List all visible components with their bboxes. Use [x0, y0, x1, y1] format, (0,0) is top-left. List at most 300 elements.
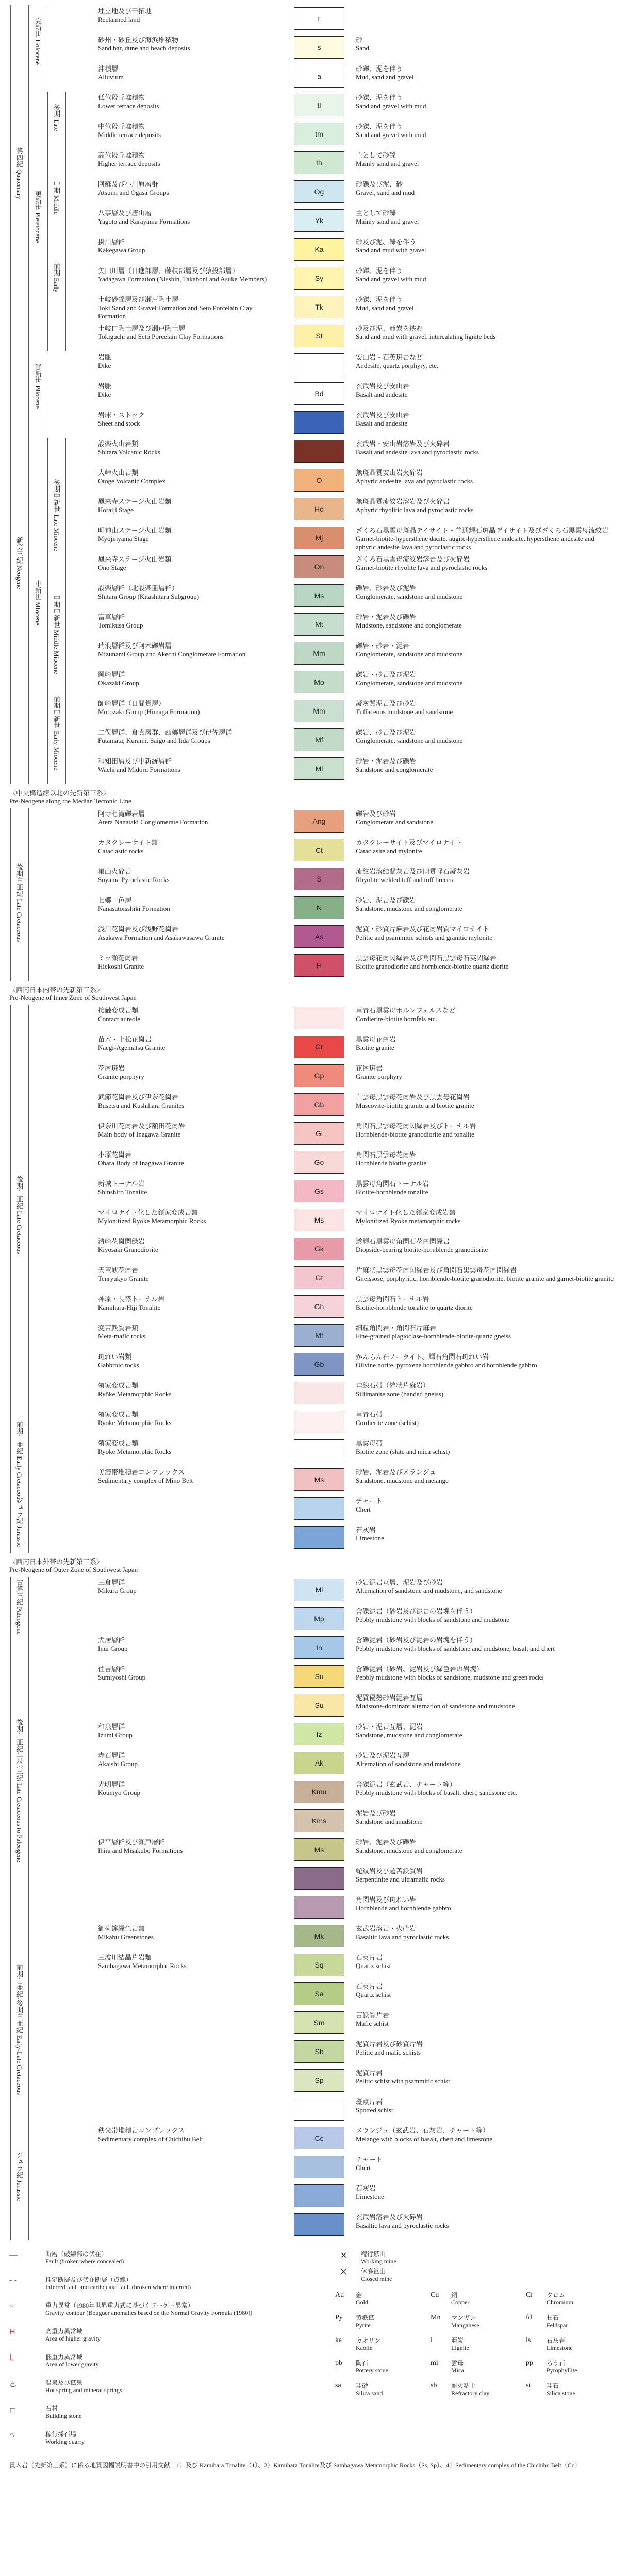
- outer-unit-description: [356, 2069, 614, 2086]
- outer-description-jp: 玄武岩溶岩・火砕岩: [356, 1925, 417, 1933]
- unit-unit-name-jp: 変苦鉄質岩類: [98, 1324, 139, 1332]
- unit-unit-label: [98, 498, 268, 514]
- unit-unit-name-jp: 斑れい岩類: [98, 1353, 132, 1361]
- unit-unit-name-jp: 掛川層群: [98, 238, 125, 246]
- unit-unit-label: [98, 1064, 268, 1081]
- unit-unit-code: Mt: [315, 620, 323, 629]
- unit-description-en: Garnet-biotite-hypersthene dacite, augite-hypersthene andesite, hypersthene andesite and aphyric andesite lava and pyroclastic rocks: [356, 535, 594, 551]
- unit-description-jp: ざくろ石黒雲母流紋岩溶岩及び火砕岩: [356, 555, 470, 563]
- unit-unit-description: [356, 1382, 614, 1398]
- unit-description-jp: 角閃石黒雲母花崗閃緑岩及びトーナル岩: [356, 1122, 476, 1130]
- unit-description-jp: 白雲母黒雲母花崗岩及び黒雲母花崗岩: [356, 1093, 470, 1101]
- unit-description-en: Fine-grained plagioclase-hornblende-biotite-quartz gneiss: [356, 1332, 511, 1340]
- outer-description-en: Spotted schist: [356, 2106, 393, 2114]
- unit-description-jp: 安山岩・石英斑岩など: [356, 353, 423, 361]
- mineral-name: [547, 2314, 568, 2329]
- unit-unit-code: Mm: [313, 707, 325, 715]
- unit-description-jp: 砂礫、泥を伴う: [356, 123, 403, 130]
- unit-unit-description: [356, 757, 614, 774]
- outer-unit-name-jp: 和泉層群: [98, 1723, 125, 1731]
- unit-description-jp: 黒雲母角閃石トーナル岩: [356, 1295, 429, 1303]
- unit-description-en: Mud, sand and gravel: [356, 304, 414, 312]
- unit-description-en: Basalt and andesite lava and pyroclastic rocks: [356, 448, 479, 456]
- unit-unit-label: [98, 868, 268, 884]
- section-median-tectonic-en: Pre-Neogene along the Median Tectonic Line: [9, 797, 131, 805]
- unit-unit-label: [98, 1353, 268, 1369]
- unit-color-swatch: [294, 1439, 344, 1462]
- outer-unit-description: [356, 2098, 614, 2114]
- unit-description-en: Biotite zone (slate and mica schist): [356, 1448, 450, 1455]
- unit-row: [0, 1120, 629, 1149]
- outer-description-jp: 石灰岩: [356, 2184, 376, 2192]
- mineral-name: [547, 2382, 575, 2397]
- unit-unit-name-en: Obara Body of Inagawa Granite: [98, 1159, 184, 1167]
- unit-unit-name-en: Tomikusa Group: [98, 621, 143, 629]
- unit-unit-name-en: Futamata, Kurami, Saigō and Iida Groups: [98, 737, 210, 744]
- outer-color-swatch: [294, 1665, 344, 1688]
- unit-description-en: Sand and mud with gravel, intercalating lignite beds: [356, 333, 496, 341]
- unit-unit-name-jp: 阿蘇及び小川原層群: [98, 180, 159, 188]
- unit-unit-description: [356, 1151, 614, 1167]
- period-inner-early-cretaceous-label: 前期白亜紀 Early Cretaceous: [15, 1421, 23, 1502]
- unit-unit-name-jp: 小原花崗岩: [98, 1151, 132, 1159]
- mineral-symbol: si: [526, 2382, 531, 2389]
- unit-description-en: Conglomerate, sandstone and mudstone: [356, 592, 463, 600]
- outer-description-en: Melange with blocks of basalt, chert and limestone: [356, 2135, 492, 2143]
- outer-description-jp: 泥岩及び砂岩: [356, 1809, 396, 1817]
- mineral-name: [547, 2337, 573, 2351]
- mineral-name-en: Chromium: [547, 2299, 574, 2306]
- outer-unit-label: [98, 1781, 268, 1797]
- unit-unit-label: [98, 728, 268, 745]
- outer-row: [0, 2154, 629, 2182]
- mine-symbol-en: Working mine: [361, 2258, 396, 2265]
- outer-description-jp: 含礫泥岩（砂岩及び泥岩の岩塊を伴う）: [356, 1607, 477, 1615]
- outer-unit-code: Sb: [314, 2047, 324, 2056]
- outer-color-swatch: [294, 2184, 344, 2207]
- unit-color-swatch: [294, 498, 344, 520]
- unit-unit-name-jp: 師崎層群（日間賀層）: [98, 700, 165, 707]
- unit-description-jp: ざくろ石黒雲母斑晶デイサイト・普通輝石斑晶デイサイト及びざくろ石黒雲母流紋岩: [356, 527, 609, 534]
- unit-unit-name-en: Yadagawa Formation (Nisshin, Takaboni and Asuke Members): [98, 275, 267, 283]
- mine-symbol-1: ✕: [340, 2251, 347, 2260]
- outer-unit-label: [98, 1838, 268, 1855]
- unit-unit-name-en: Hiekoshi Granite: [98, 962, 144, 970]
- unit-row: [0, 294, 629, 323]
- unit-description-en: Biotite granite: [356, 1044, 394, 1052]
- unit-unit-description: [356, 267, 614, 283]
- outer-description-en: Pelitic schist with psammitic schist: [356, 2077, 450, 2085]
- unit-description-jp: 黒雲母角閃石トーナル岩: [356, 1180, 429, 1188]
- unit-row: [0, 1149, 629, 1178]
- outer-color-swatch: [294, 1607, 344, 1630]
- unit-row: [0, 1437, 629, 1466]
- unit-unit-name-jp: 土岐砂礫層及び瀬戸陶土層: [98, 296, 179, 303]
- unit-description-jp: 砂礫、泥を伴う: [356, 65, 403, 73]
- outer-row: [0, 2096, 629, 2125]
- unit-description-jp: 礫岩、砂岩及び泥岩: [356, 584, 417, 592]
- unit-unit-name-jp: 七郷一色層: [98, 896, 132, 904]
- mine-symbol-jp: 稼行鉱山: [361, 2250, 386, 2258]
- unit-row: [0, 1524, 629, 1553]
- outer-unit-name-en: Mikabu Greenstones: [98, 1933, 154, 1941]
- outer-unit-label: [98, 1925, 268, 1941]
- unit-unit-label: [98, 527, 268, 543]
- unit-color-swatch: [294, 267, 344, 290]
- outer-unit-description: [356, 1896, 614, 1912]
- unit-color-swatch: [294, 1266, 344, 1289]
- unit-unit-name-jp: 岩脈: [98, 353, 112, 361]
- unit-unit-description: [356, 896, 614, 913]
- outer-color-swatch: [294, 2127, 344, 2149]
- unit-row: [0, 178, 629, 207]
- age-middle-miocene-label: 中期中新世 Middle Miocene: [53, 595, 60, 674]
- unit-unit-label: [98, 7, 268, 24]
- outer-description-en: Chert: [356, 2164, 371, 2172]
- epoch-miocene-label: 中新世 Miocene: [34, 580, 42, 625]
- unit-unit-code: tl: [317, 101, 321, 109]
- unit-unit-name-jp: 二俣層群、倉真層群、西郷層群及び伊佐層群: [98, 728, 233, 736]
- unit-unit-label: [98, 1093, 268, 1110]
- unit-unit-name-jp: 新城トーナル岩: [98, 1180, 145, 1188]
- outer-row: [0, 2038, 629, 2067]
- unit-row: [0, 808, 629, 837]
- unit-unit-name-en: Busetsu and Kushihara Granites: [98, 1101, 185, 1109]
- unit-unit-name-jp: 武節花崗岩及び伊奈花崗岩: [98, 1093, 179, 1101]
- unit-color-swatch: [294, 1382, 344, 1404]
- outer-row: [0, 1663, 629, 1692]
- outer-unit-code: Iz: [316, 1730, 322, 1738]
- mineral-name: [451, 2292, 469, 2306]
- legend-symbol-jp: 石材: [45, 2405, 58, 2412]
- unit-unit-label: [98, 1209, 268, 1225]
- outer-unit-name-en: Inui Group: [98, 1645, 128, 1652]
- unit-description-en: Garnet-biotite rhyolite lava and pyroclastic rocks: [356, 564, 488, 571]
- unit-unit-name-jp: マイロナイト化した領家変成岩類: [98, 1209, 198, 1216]
- unit-color-swatch: [294, 1411, 344, 1433]
- unit-row: [0, 1351, 629, 1380]
- unit-row: [0, 1207, 629, 1235]
- unit-description-en: Aphyric rhyolitic lava and pyroclastic rocks: [356, 506, 474, 514]
- legend-symbol-en: Hot spring and mineral springs: [45, 2386, 122, 2394]
- mineral-name-jp: 亜炭: [451, 2337, 464, 2344]
- legend-symbol-text: [45, 2250, 262, 2265]
- unit-description-jp: 砂礫、泥を伴う: [356, 94, 403, 101]
- mineral-symbol: Cu: [431, 2291, 439, 2299]
- unit-description-jp: 菫青石帯: [356, 1411, 383, 1418]
- unit-unit-code: Mf: [315, 736, 323, 744]
- unit-unit-label: [98, 36, 268, 53]
- outer-unit-description: [356, 1579, 614, 1595]
- mineral-name: [451, 2337, 469, 2351]
- outer-unit-description: [356, 2184, 614, 2201]
- unit-description-jp: 片麻状黒雲母花崗閃緑岩及び角閃石黒雲母花崗閃緑岩: [356, 1266, 517, 1274]
- period-outer-late-cret-paleogene-label: 後期白亜紀-古第三紀 Late Cretaceous to Paleogene: [15, 1719, 23, 1862]
- unit-description-en: Diopside-bearing biotite-hornblende granodiorite: [356, 1246, 488, 1253]
- outer-color-swatch: [294, 1925, 344, 1947]
- unit-unit-code: Ka: [314, 245, 324, 253]
- unit-color-swatch: [294, 1295, 344, 1318]
- period-outer-early-late-cret-label: 前期白亜紀-後期白亜紀 Early-Late Cretaceous: [15, 1964, 23, 2095]
- outer-unit-name-jp: 三倉層群: [98, 1579, 125, 1586]
- outer-unit-code: Ak: [314, 1759, 324, 1767]
- unit-unit-code: S: [317, 875, 322, 883]
- unit-description-en: Olivine norite, pyroxene hornblende gabbro and hornblende gabbro: [356, 1361, 537, 1369]
- unit-unit-name-en: Middle terrace deposits: [98, 131, 161, 139]
- unit-unit-label: [98, 1180, 268, 1196]
- mineral-name-jp: 黄鉄鉱: [356, 2314, 375, 2321]
- legend-symbol-en: Inferred fault and earthquake fault (broken where inferred): [45, 2283, 191, 2291]
- outer-unit-code: Sm: [313, 2019, 325, 2027]
- unit-row: [0, 1178, 629, 1207]
- legend-symbol-text: [45, 2405, 262, 2419]
- unit-row: [0, 1322, 629, 1351]
- mineral-name-jp: 金: [356, 2292, 362, 2299]
- mineral-name-en: Lignite: [451, 2344, 469, 2351]
- unit-row: [0, 1264, 629, 1293]
- unit-color-swatch: [294, 65, 344, 88]
- unit-unit-code: a: [317, 72, 321, 80]
- unit-unit-description: [356, 65, 614, 81]
- mineral-name: [451, 2360, 464, 2374]
- section-median-tectonic-jp: 〈中央構造線以北の先新第三系〉: [9, 789, 110, 797]
- legend-symbol-en: Area of higher gravity: [45, 2335, 101, 2342]
- unit-color-swatch: [294, 671, 344, 693]
- age-middle-pleistocene-label: 中期 Middle: [53, 180, 60, 215]
- unit-unit-description: [356, 209, 614, 226]
- unit-color-swatch: [294, 1007, 344, 1029]
- unit-unit-description: [356, 1180, 614, 1196]
- unit-description-en: Mainly sand and gravel: [356, 160, 419, 167]
- mineral-name: [356, 2314, 374, 2329]
- unit-row: [0, 755, 629, 784]
- outer-unit-label: [98, 1954, 268, 1970]
- unit-description-jp: 無斑晶質安山岩火砕岩: [356, 469, 423, 477]
- unit-color-swatch: [294, 411, 344, 434]
- unit-unit-description: [356, 36, 614, 53]
- period-mtl-late-cretaceous-label: 後期白亜紀 Late Cretaceous: [15, 863, 23, 942]
- unit-description-en: Limestone: [356, 1534, 384, 1542]
- legend-symbol-jp: 低重力異常域: [45, 2353, 83, 2361]
- unit-unit-label: [98, 810, 268, 826]
- unit-unit-name-en: Kiyosaki Granodiorite: [98, 1246, 158, 1253]
- unit-unit-code: Gp: [314, 1072, 324, 1080]
- unit-unit-label: [98, 267, 268, 283]
- unit-unit-code: On: [314, 563, 324, 571]
- unit-row: [0, 923, 629, 952]
- unit-unit-name-jp: 砂州・砂丘及び海浜堆積物: [98, 36, 179, 44]
- unit-unit-name-en: Dike: [98, 391, 111, 398]
- unit-unit-description: [356, 700, 614, 716]
- unit-color-swatch: [294, 151, 344, 174]
- section-outer-zone-en: Pre-Neogene of Outer Zone of Southwest Japan: [9, 1566, 138, 1573]
- unit-unit-name-jp: 領家変成岩類: [98, 1439, 139, 1447]
- outer-unit-code: Kmu: [311, 1788, 327, 1796]
- mineral-name: [547, 2360, 577, 2374]
- outer-description-en: Basaltic lava and pyroclastic rocks: [356, 2222, 449, 2229]
- unit-description-en: Cataclasite and mylonite: [356, 847, 422, 855]
- outer-unit-label: [98, 1665, 268, 1682]
- outer-color-swatch: [294, 1723, 344, 1745]
- legend-symbol-jp: 温泉及び鉱泉: [45, 2379, 83, 2386]
- mineral-name-en: Gold: [356, 2299, 368, 2306]
- unit-row: [0, 409, 629, 438]
- section-outer-zone: [9, 1558, 138, 1573]
- unit-unit-code: Gi: [316, 1129, 323, 1138]
- outer-unit-name-en: Sumiyoshi Group: [98, 1673, 146, 1681]
- unit-unit-description: [356, 325, 614, 341]
- unit-unit-name-en: Atera Nanataki Conglomerate Formation: [98, 818, 208, 826]
- unit-color-swatch: [294, 36, 344, 59]
- unit-description-en: Conglomerate, sandstone and mudstone: [356, 737, 463, 744]
- unit-unit-name-en: Kakegawa Group: [98, 246, 145, 254]
- unit-color-swatch: [294, 1353, 344, 1376]
- unit-description-jp: 砂礫、泥を伴う: [356, 296, 403, 303]
- legend-symbol-en: Area of lower gravity: [45, 2361, 99, 2368]
- mineral-name-en: Kaolin: [356, 2344, 373, 2351]
- outer-row: [0, 1721, 629, 1750]
- unit-color-swatch: [294, 353, 344, 376]
- legend-symbol-8: ⌂: [9, 2431, 14, 2439]
- unit-unit-code: Ml: [315, 765, 323, 773]
- mineral-name-jp: 珪石: [547, 2382, 559, 2389]
- unit-description-en: Mylonitized Ryoke metamorphic rocks: [356, 1217, 461, 1225]
- outer-unit-description: [356, 1809, 614, 1826]
- unit-unit-label: [98, 1266, 268, 1283]
- unit-color-swatch: [294, 440, 344, 463]
- unit-description-jp: かんらん石ノーライト、輝石角閃石斑れい岩: [356, 1353, 489, 1361]
- outer-unit-name-jp: 伊平層群及び瀬戸層群: [98, 1838, 165, 1846]
- unit-description-en: Sand and gravel with mud: [356, 131, 426, 139]
- unit-color-swatch: [294, 642, 344, 665]
- unit-unit-description: [356, 180, 614, 197]
- unit-unit-name-jp: 明神山ステージ火山岩類: [98, 527, 172, 534]
- outer-description-jp: 泥質片岩及び砂質片岩: [356, 2040, 423, 2048]
- outer-unit-code: Su: [314, 1701, 324, 1709]
- unit-unit-name-en: Gabbroic rocks: [98, 1361, 139, 1369]
- unit-unit-label: [98, 613, 268, 630]
- unit-color-swatch: [294, 1209, 344, 1231]
- unit-row: [0, 1062, 629, 1091]
- unit-unit-name-jp: ミッ瀬花崗岩: [98, 954, 138, 962]
- unit-unit-description: [356, 498, 614, 514]
- legend-symbol-2: - -: [9, 2276, 18, 2285]
- mineral-name-jp: カオリン: [356, 2337, 381, 2344]
- unit-color-swatch: [294, 238, 344, 261]
- outer-color-swatch: [294, 2098, 344, 2121]
- outer-description-en: Sandstone, mudstone and conglomerate: [356, 1846, 462, 1854]
- unit-unit-name-en: Granite porphyry: [98, 1073, 144, 1080]
- unit-row: [0, 524, 629, 553]
- period-outer-jurassic-label: ジュラ紀 Jurassic: [15, 2151, 23, 2201]
- unit-row: [0, 149, 629, 178]
- unit-description-en: Aphyric andesite lava and pyroclastic rocks: [356, 477, 473, 485]
- outer-description-jp: 泥質優勢砂岩泥岩互層: [356, 1694, 423, 1702]
- mineral-symbol: pp: [526, 2359, 533, 2367]
- unit-color-swatch: [294, 209, 344, 232]
- unit-unit-name-en: Sheet and stock: [98, 419, 140, 427]
- unit-unit-name-jp: 清崎花崗閃緑岩: [98, 1238, 145, 1245]
- unit-row: [0, 496, 629, 524]
- unit-description-en: Granite porphyry: [356, 1073, 402, 1080]
- unit-unit-name-en: Ryōke Metamorphic Rocks: [98, 1448, 172, 1455]
- unit-unit-label: [98, 555, 268, 572]
- unit-unit-label: [98, 238, 268, 255]
- outer-unit-name-jp: 住吉層群: [98, 1665, 125, 1673]
- outer-unit-code: Sp: [314, 2076, 324, 2084]
- outer-description-en: Alternation of sandstone and mudstone: [356, 1760, 461, 1768]
- unit-color-swatch: [294, 1526, 344, 1549]
- unit-unit-name-jp: 美濃帯堆積岩コンプレックス: [98, 1468, 185, 1476]
- unit-unit-code: Ang: [312, 817, 326, 825]
- outer-unit-name-en: Sambagawa Metamorphic Rocks: [98, 1962, 187, 1970]
- unit-description-jp: 珪線石帯（縞状片麻岩）: [356, 1382, 430, 1389]
- mineral-name-jp: 雲母: [451, 2360, 464, 2367]
- unit-description-en: Cordierite zone (schist): [356, 1419, 419, 1427]
- unit-description-en: Conglomerate and sandstone: [356, 818, 434, 826]
- unit-color-swatch: [294, 1468, 344, 1491]
- age-late-pleistocene-label: 後期 Late: [53, 104, 60, 131]
- unit-unit-name-jp: 土岐口陶土層及び瀬戸陶土層: [98, 325, 186, 332]
- outer-unit-name-jp: 三波川結晶片岩類: [98, 1954, 152, 1961]
- outer-description-jp: 石英片岩: [356, 1982, 383, 1990]
- unit-row: [0, 380, 629, 409]
- unit-color-swatch: [294, 954, 344, 977]
- age-early-pleistocene-label: 前期 Early: [53, 263, 60, 293]
- outer-unit-label: [98, 1579, 268, 1595]
- unit-unit-name-jp: カタクレーサイト類: [98, 839, 158, 846]
- unit-unit-code: Go: [314, 1158, 324, 1166]
- unit-unit-label: [98, 839, 268, 855]
- unit-unit-name-en: Main body of Inagawa Granite: [98, 1130, 181, 1138]
- unit-unit-label: [98, 925, 268, 942]
- unit-description-en: Muscovite-biotite granite and biotite granite: [356, 1101, 474, 1109]
- unit-description-jp: 細粒角閃岩・角閃石片麻岩: [356, 1324, 437, 1332]
- unit-unit-description: [356, 94, 614, 110]
- unit-unit-description: [356, 123, 614, 139]
- legend-symbol-jp: 高重力異常域: [45, 2328, 83, 2335]
- unit-unit-code: N: [316, 904, 322, 912]
- mineral-name: [356, 2337, 380, 2351]
- mineral-name-jp: 珪砂: [356, 2382, 369, 2389]
- unit-description-en: Gneissose, porphyritic, hornblende-biotite granodiorite, biotite granite and garnet-biotite granite: [356, 1275, 614, 1282]
- mine-symbol-text: [361, 2250, 396, 2265]
- outer-description-jp: 泥質片岩: [356, 2069, 383, 2077]
- mineral-name-jp: クロム: [547, 2292, 566, 2299]
- outer-description-jp: 含礫泥岩（砂岩及び泥岩の岩塊を伴う）: [356, 1636, 477, 1644]
- outer-row: [0, 1923, 629, 1952]
- outer-color-swatch: [294, 2156, 344, 2178]
- period-inner-jurassic-label: ジュラ紀 Jurassic: [15, 1497, 23, 1547]
- unit-color-swatch: [294, 7, 344, 30]
- unit-unit-description: [356, 1209, 614, 1225]
- outer-row: [0, 1894, 629, 1923]
- unit-unit-name-jp: 神原・長篠トーナル岩: [98, 1295, 165, 1303]
- unit-description-jp: 玄武岩及び安山岩: [356, 411, 410, 419]
- outer-description-en: Pebbly mudstone with blocks of basalt, chert, sandstone etc.: [356, 1789, 518, 1797]
- outer-unit-code: Mk: [314, 1932, 324, 1940]
- legend-symbol-jp: 推定断層及び伏在断層（点線）: [45, 2276, 133, 2283]
- outer-unit-description: [356, 1694, 614, 1710]
- unit-unit-description: [356, 642, 614, 658]
- mineral-name-en: Limestone: [547, 2344, 573, 2351]
- unit-unit-name-en: Okazaki Group: [98, 679, 139, 687]
- outer-unit-name-en: Mikura Group: [98, 1587, 137, 1595]
- outer-description-en: Mafic schist: [356, 2020, 389, 2027]
- outer-color-swatch: [294, 1982, 344, 2005]
- legend-symbol-jp: 稼行採石場: [45, 2431, 77, 2438]
- unit-unit-description: [356, 1007, 614, 1023]
